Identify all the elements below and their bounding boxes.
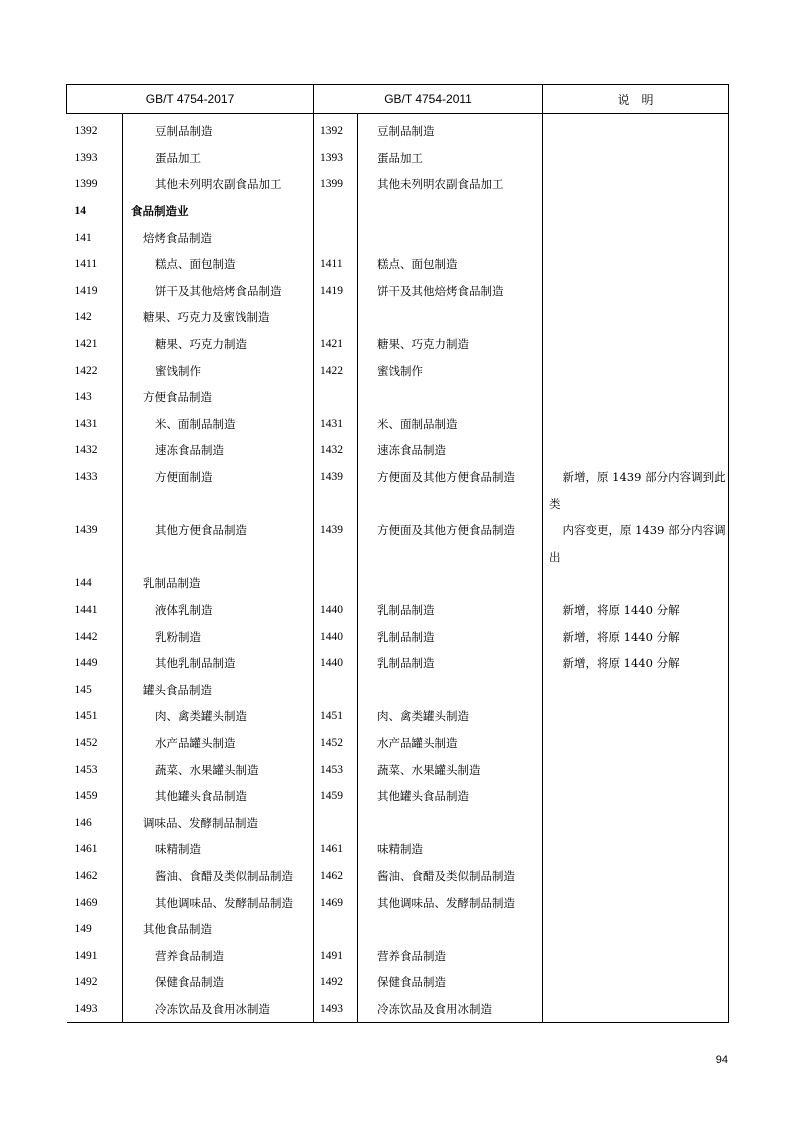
name-2011-cell	[358, 224, 543, 251]
name-2011-cell	[358, 570, 543, 597]
table-body	[67, 114, 729, 1023]
code-2017-cell: 1399	[74, 178, 98, 191]
table-row	[67, 517, 729, 544]
name-2017-cell: 保健食品制造	[123, 969, 314, 996]
code-2017-cell: 1439	[74, 524, 98, 537]
name-2017-cell: 其他调味品、发酵制品制造	[123, 889, 314, 916]
name-2011-cell: 糕点、面包制造	[358, 251, 543, 278]
code-2017-cell: 1451	[74, 710, 98, 723]
name-2017-cell	[123, 544, 314, 571]
note-cell: 新增，将原 1440 分解	[543, 597, 729, 624]
table-row	[67, 756, 729, 783]
name-2017-cell: 味精制造	[123, 836, 314, 863]
code-2011-cell: 1421	[314, 331, 358, 358]
name-2011-cell	[358, 544, 543, 571]
code-2011-cell	[314, 490, 358, 517]
code-2017-cell: 146	[74, 816, 92, 829]
code-2017-cell: 1449	[74, 657, 98, 670]
name-2017-cell: 糖果、巧克力制造	[123, 331, 314, 358]
code-2011-cell: 1452	[314, 730, 358, 757]
name-2017-cell: 蔬菜、水果罐头制造	[123, 756, 314, 783]
note-cell	[543, 357, 729, 384]
code-2011-cell	[314, 198, 358, 225]
code-2017-cell: 149	[74, 923, 92, 936]
name-2011-cell: 豆制品制造	[358, 114, 543, 145]
table-row	[67, 198, 729, 225]
code-2011-cell	[314, 544, 358, 571]
name-2017-cell: 乳制品制造	[123, 570, 314, 597]
note-cell	[543, 783, 729, 810]
note-cell	[543, 437, 729, 464]
code-2017-cell: 1411	[74, 258, 98, 271]
name-2011-cell: 蔬菜、水果罐头制造	[358, 756, 543, 783]
code-2011-cell: 1432	[314, 437, 358, 464]
name-2017-cell: 乳粉制造	[123, 623, 314, 650]
name-2017-cell: 其他未列明农副食品加工	[123, 171, 314, 198]
code-2017-cell: 1461	[74, 843, 98, 856]
code-2017-cell: 143	[74, 391, 92, 404]
table-row	[67, 357, 729, 384]
note-cell	[543, 942, 729, 969]
name-2011-cell: 水产品罐头制造	[358, 730, 543, 757]
code-2017-cell: 1459	[74, 790, 98, 803]
table-row	[67, 171, 729, 198]
table-row	[67, 304, 729, 331]
name-2011-cell: 方便面及其他方便食品制造	[358, 517, 543, 544]
note-cell	[543, 171, 729, 198]
code-2011-cell: 1439	[314, 517, 358, 544]
name-2011-cell: 酱油、食醋及类似制品制造	[358, 863, 543, 890]
name-2011-cell: 方便面及其他方便食品制造	[358, 464, 543, 491]
table-row	[67, 809, 729, 836]
note-cell: 类	[543, 490, 729, 517]
code-2017-cell: 1421	[74, 338, 98, 351]
header-gbt-2011: GB/T 4754-2011	[314, 85, 543, 114]
name-2011-cell: 蛋品加工	[358, 145, 543, 172]
note-cell	[543, 384, 729, 411]
name-2017-cell: 方便食品制造	[123, 384, 314, 411]
table-row	[67, 969, 729, 996]
name-2017-cell: 糕点、面包制造	[123, 251, 314, 278]
name-2017-cell: 其他食品制造	[123, 916, 314, 943]
code-2011-cell: 1451	[314, 703, 358, 730]
code-2017-cell: 145	[74, 683, 92, 696]
name-2011-cell: 乳制品制造	[358, 623, 543, 650]
name-2017-cell: 其他方便食品制造	[123, 517, 314, 544]
code-2017-cell: 141	[74, 231, 92, 244]
name-2011-cell: 速冻食品制造	[358, 437, 543, 464]
name-2011-cell: 营养食品制造	[358, 942, 543, 969]
code-2017-cell: 1462	[74, 869, 98, 882]
name-2011-cell: 乳制品制造	[358, 597, 543, 624]
table-row	[67, 916, 729, 943]
code-2011-cell: 1411	[314, 251, 358, 278]
code-2017-cell: 1419	[74, 284, 98, 297]
code-2017-cell: 1493	[67, 996, 123, 1023]
table-row	[67, 942, 729, 969]
code-2017-cell: 1441	[74, 603, 98, 616]
code-2017-cell: 1491	[74, 949, 98, 962]
note-cell	[543, 756, 729, 783]
code-2017-cell: 1432	[74, 444, 98, 457]
note-cell	[543, 278, 729, 305]
code-2017-cell: 14	[74, 205, 86, 218]
code-2017-cell: 1452	[74, 736, 98, 749]
code-2011-cell: 1419	[314, 278, 358, 305]
name-2011-cell: 乳制品制造	[358, 650, 543, 677]
code-2011-cell: 1393	[314, 145, 358, 172]
note-cell	[543, 224, 729, 251]
table-row	[67, 278, 729, 305]
note-cell: 新增，将原 1440 分解	[543, 650, 729, 677]
note-cell	[543, 889, 729, 916]
code-2017-cell: 1453	[74, 763, 98, 776]
name-2017-cell: 其他乳制品制造	[123, 650, 314, 677]
code-2011-cell: 1392	[314, 114, 358, 145]
table-row	[67, 623, 729, 650]
page-number: 94	[715, 1054, 728, 1066]
name-2017-cell: 糖果、巧克力及蜜饯制造	[123, 304, 314, 331]
note-cell: 新增，原 1439 部分内容调到此	[543, 464, 729, 491]
code-2011-cell: 1422	[314, 357, 358, 384]
code-2011-cell: 1459	[314, 783, 358, 810]
code-2017-cell: 1433	[74, 471, 98, 484]
name-2011-cell	[358, 198, 543, 225]
name-2017-cell	[123, 490, 314, 517]
name-2011-cell: 米、面制品制造	[358, 411, 543, 438]
note-cell	[543, 809, 729, 836]
table-row	[67, 224, 729, 251]
name-2017-cell: 肉、禽类罐头制造	[123, 703, 314, 730]
table-row	[67, 544, 729, 571]
code-2011-cell	[314, 676, 358, 703]
code-2011-cell: 1439	[314, 464, 358, 491]
code-2011-cell: 1399	[314, 171, 358, 198]
code-2011-cell: 1440	[314, 650, 358, 677]
name-2011-cell	[358, 809, 543, 836]
name-2011-cell: 糖果、巧克力制造	[358, 331, 543, 358]
name-2017-cell: 罐头食品制造	[123, 676, 314, 703]
name-2017-cell: 焙烤食品制造	[123, 224, 314, 251]
name-2011-cell	[358, 490, 543, 517]
table-row	[67, 490, 729, 517]
code-2011-cell	[314, 304, 358, 331]
code-2011-cell	[314, 570, 358, 597]
note-cell	[543, 863, 729, 890]
table-row	[67, 597, 729, 624]
name-2017-cell: 其他罐头食品制造	[123, 783, 314, 810]
header-note: 说 明	[543, 85, 729, 114]
code-2011-cell	[314, 384, 358, 411]
name-2011-cell	[358, 304, 543, 331]
name-2011-cell	[358, 916, 543, 943]
note-cell	[543, 836, 729, 863]
code-2011-cell: 1453	[314, 756, 358, 783]
name-2017-cell: 冷冻饮品及食用冰制造	[123, 996, 314, 1023]
name-2017-cell: 酱油、食醋及类似制品制造	[123, 863, 314, 890]
note-cell	[543, 145, 729, 172]
name-2011-cell: 味精制造	[358, 836, 543, 863]
note-cell	[543, 251, 729, 278]
name-2017-cell: 饼干及其他焙烤食品制造	[123, 278, 314, 305]
name-2017-cell: 米、面制品制造	[123, 411, 314, 438]
note-cell	[543, 969, 729, 996]
name-2017-cell: 调味品、发酵制品制造	[123, 809, 314, 836]
table-row	[67, 437, 729, 464]
code-2011-cell: 1462	[314, 863, 358, 890]
name-2011-cell: 其他调味品、发酵制品制造	[358, 889, 543, 916]
note-cell	[543, 570, 729, 597]
table-row	[67, 676, 729, 703]
code-2017-cell: 144	[74, 577, 92, 590]
name-2011-cell: 保健食品制造	[358, 969, 543, 996]
table-row	[67, 145, 729, 172]
note-cell	[543, 331, 729, 358]
name-2011-cell: 其他罐头食品制造	[358, 783, 543, 810]
name-2017-cell: 液体乳制造	[123, 597, 314, 624]
code-2011-cell	[314, 809, 358, 836]
name-2011-cell	[358, 676, 543, 703]
table-row	[67, 114, 729, 145]
table-row	[67, 783, 729, 810]
name-2017-cell: 蜜饯制作	[123, 357, 314, 384]
note-cell: 内容变更，原 1439 部分内容调	[543, 517, 729, 544]
note-cell	[543, 411, 729, 438]
note-cell	[543, 114, 729, 145]
name-2011-cell: 饼干及其他焙烤食品制造	[358, 278, 543, 305]
table-row	[67, 384, 729, 411]
code-2017-cell: 1422	[74, 364, 98, 377]
note-cell	[543, 676, 729, 703]
table-row	[67, 889, 729, 916]
table-row	[67, 863, 729, 890]
note-cell	[543, 703, 729, 730]
name-2017-cell: 方便面制造	[123, 464, 314, 491]
table-row	[67, 251, 729, 278]
table-row	[67, 464, 729, 491]
table-row	[67, 411, 729, 438]
code-2017-cell: 1469	[74, 896, 98, 909]
code-2011-cell	[314, 916, 358, 943]
code-2017-cell: 1492	[74, 976, 98, 989]
table-row	[67, 331, 729, 358]
note-cell	[543, 304, 729, 331]
name-2017-cell: 蛋品加工	[123, 145, 314, 172]
name-2017-cell: 豆制品制造	[123, 114, 314, 145]
name-2011-cell: 冷冻饮品及食用冰制造	[358, 996, 543, 1023]
code-2011-cell: 1492	[314, 969, 358, 996]
code-2011-cell: 1431	[314, 411, 358, 438]
code-2011-cell: 1469	[314, 889, 358, 916]
header-gbt-2017: GB/T 4754-2017	[67, 85, 314, 114]
name-2017-cell: 水产品罐头制造	[123, 730, 314, 757]
note-cell	[543, 730, 729, 757]
name-2017-cell: 营养食品制造	[123, 942, 314, 969]
table-row	[67, 730, 729, 757]
code-2017-cell: 1442	[74, 630, 98, 643]
table-row	[67, 703, 729, 730]
code-2011-cell: 1440	[314, 623, 358, 650]
table-header-row	[67, 85, 729, 114]
code-2011-cell: 1491	[314, 942, 358, 969]
classification-comparison-table	[66, 84, 729, 1023]
code-2011-cell	[314, 224, 358, 251]
name-2011-cell	[358, 384, 543, 411]
code-2011-cell: 1461	[314, 836, 358, 863]
name-2017-cell: 速冻食品制造	[123, 437, 314, 464]
code-2017-cell: 142	[74, 311, 92, 324]
name-2017-cell: 食品制造业	[123, 198, 314, 225]
code-2017-cell: 1431	[74, 417, 98, 430]
table-row	[67, 996, 729, 1023]
note-cell	[543, 198, 729, 225]
note-cell: 出	[543, 544, 729, 571]
note-cell	[543, 916, 729, 943]
code-2017-cell	[67, 544, 123, 571]
table-row	[67, 570, 729, 597]
code-2011-cell: 1493	[314, 996, 358, 1023]
table-row	[67, 836, 729, 863]
note-cell	[543, 996, 729, 1023]
code-2017-cell: 1393	[74, 151, 98, 164]
code-2017-cell: 1392	[74, 125, 98, 138]
name-2011-cell: 其他未列明农副食品加工	[358, 171, 543, 198]
name-2011-cell: 肉、禽类罐头制造	[358, 703, 543, 730]
code-2017-cell	[67, 490, 123, 517]
note-cell: 新增，将原 1440 分解	[543, 623, 729, 650]
code-2011-cell: 1440	[314, 597, 358, 624]
table-row	[67, 650, 729, 677]
name-2011-cell: 蜜饯制作	[358, 357, 543, 384]
